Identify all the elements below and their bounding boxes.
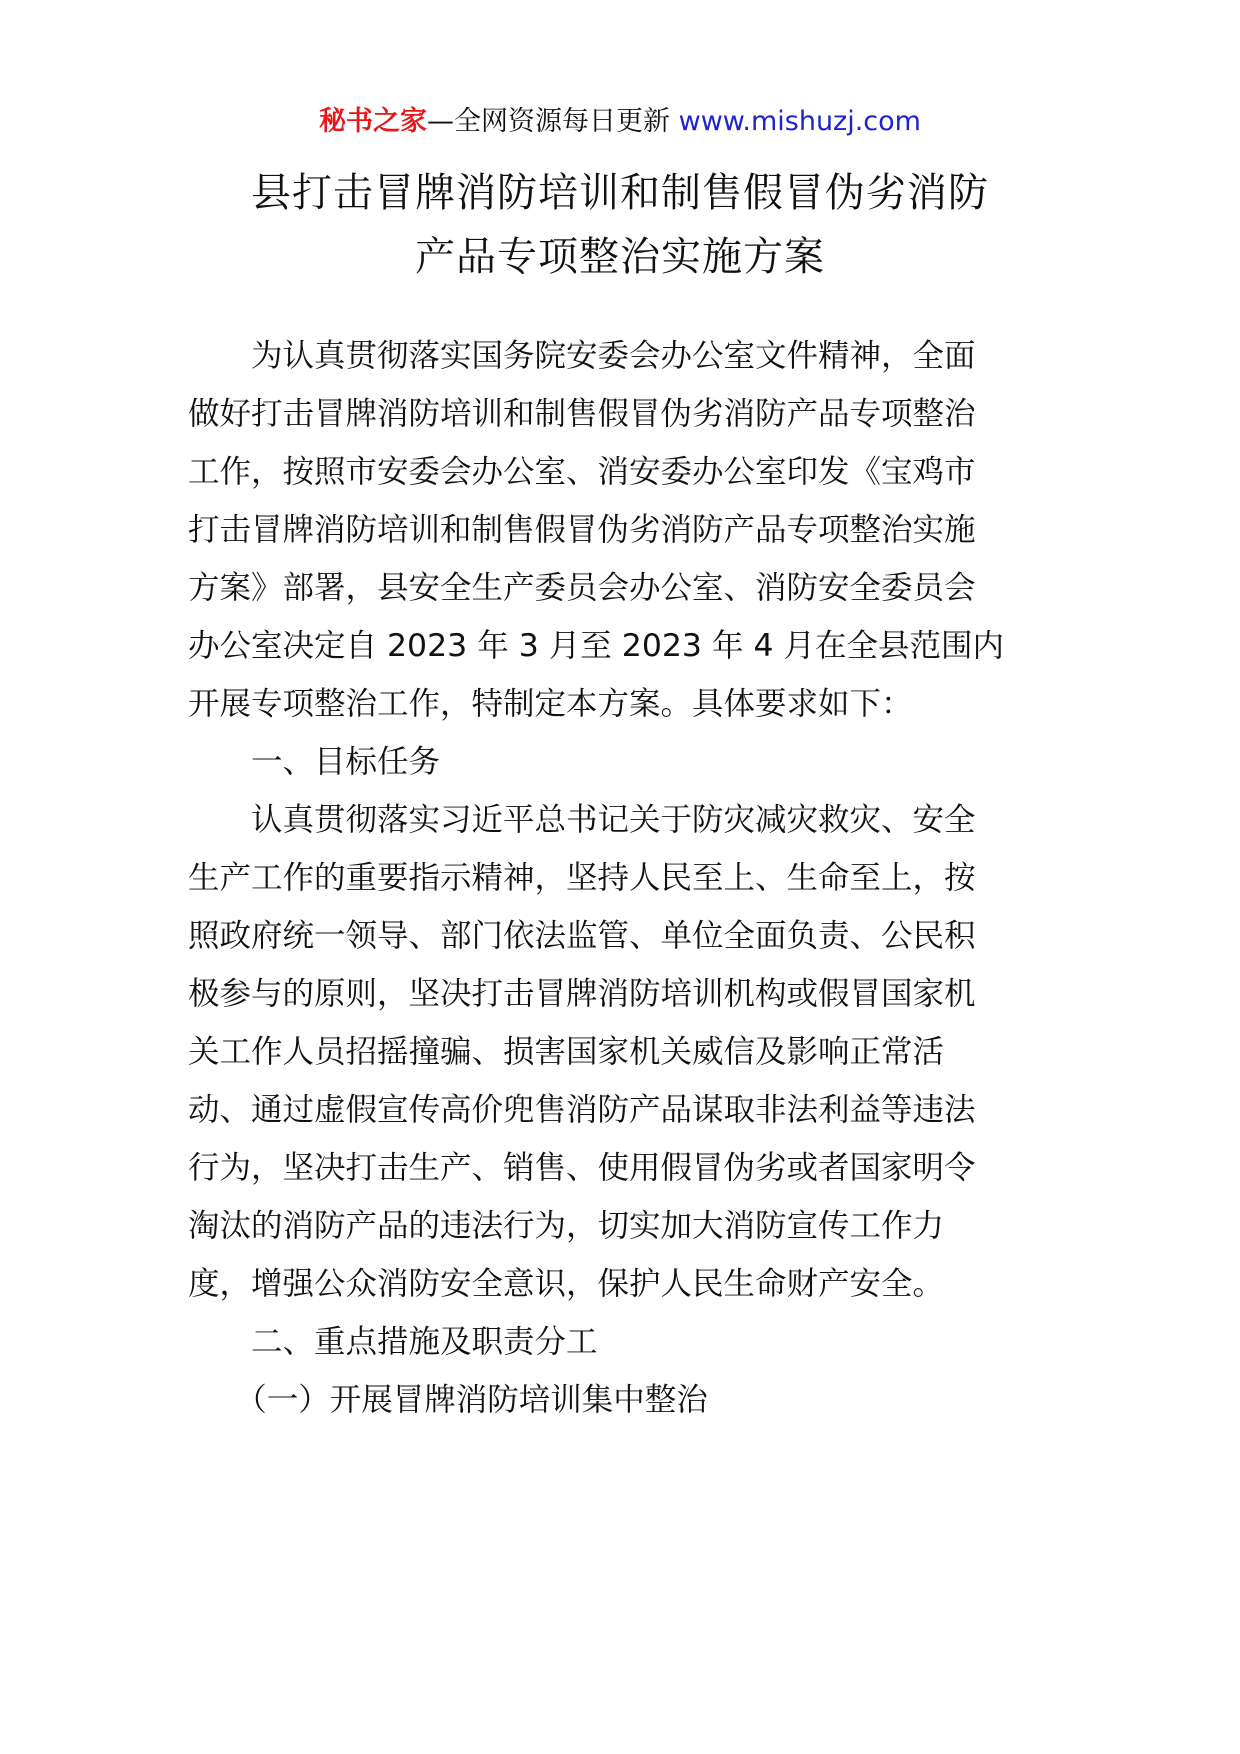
- paragraph-2-line-8: 淘汰的消防产品的违法行为，切实加大消防宣传工作力: [188, 1208, 945, 1244]
- paragraph-2-line-2: 生产工作的重要指示精神，坚持人民至上、生命至上，按: [188, 860, 976, 896]
- paragraph-1-line-7: 开展专项整治工作，特制定本方案。具体要求如下：: [188, 686, 913, 722]
- subsection-heading-1: （一）开展冒牌消防培训集中整治: [188, 1382, 708, 1418]
- section-heading-1: 一、目标任务: [188, 744, 441, 780]
- paragraph-1-line-6: 办公室决定自 2023 年 3 月至 2023 年 4 月在全县范围内: [188, 628, 1005, 664]
- site-header: [0, 102, 1240, 142]
- paragraph-1-line-2: 做好打击冒牌消防培训和制售假冒伪劣消防产品专项整治: [188, 396, 976, 432]
- paragraph-2-line-5: 关工作人员招摇撞骗、损害国家机关威信及影响正常活: [188, 1034, 945, 1070]
- paragraph-1-line-1: 为认真贯彻落实国务院安委会办公室文件精神，全面: [188, 338, 976, 374]
- paragraph-2-line-3: 照政府统一领导、部门依法监管、单位全面负责、公民积: [188, 918, 976, 954]
- paragraph-2-line-7: 行为，坚决打击生产、销售、使用假冒伪劣或者国家明令: [188, 1150, 976, 1186]
- paragraph-2-line-6: 动、通过虚假宣传高价兜售消防产品谋取非法利益等违法: [188, 1092, 976, 1128]
- paragraph-2-line-1: 认真贯彻落实习近平总书记关于防灾减灾救灾、安全: [188, 802, 976, 838]
- paragraph-2-line-4: 极参与的原则，坚决打击冒牌消防培训机构或假冒国家机: [188, 976, 976, 1012]
- header-tagline: —全网资源每日更新: [427, 106, 679, 137]
- paragraph-2-line-9: 度，增强公众消防安全意识，保护人民生命财产安全。: [188, 1266, 945, 1302]
- paragraph-1-line-4: 打击冒牌消防培训和制售假冒伪劣消防产品专项整治实施: [188, 512, 976, 548]
- document-title-line-2: 产品专项整治实施方案: [415, 234, 825, 280]
- site-url[interactable]: www.mishuzj.com: [678, 106, 921, 137]
- brand-name: 秘书之家: [319, 106, 428, 137]
- paragraph-1-line-5: 方案》部署，县安全生产委员会办公室、消防安全委员会: [188, 570, 976, 606]
- section-heading-2: 二、重点措施及职责分工: [188, 1324, 598, 1360]
- document-title-line-1: 县打击冒牌消防培训和制售假冒伪劣消防: [251, 170, 989, 216]
- paragraph-1-line-3: 工作，按照市安委会办公室、消安委办公室印发《宝鸡市: [188, 454, 976, 490]
